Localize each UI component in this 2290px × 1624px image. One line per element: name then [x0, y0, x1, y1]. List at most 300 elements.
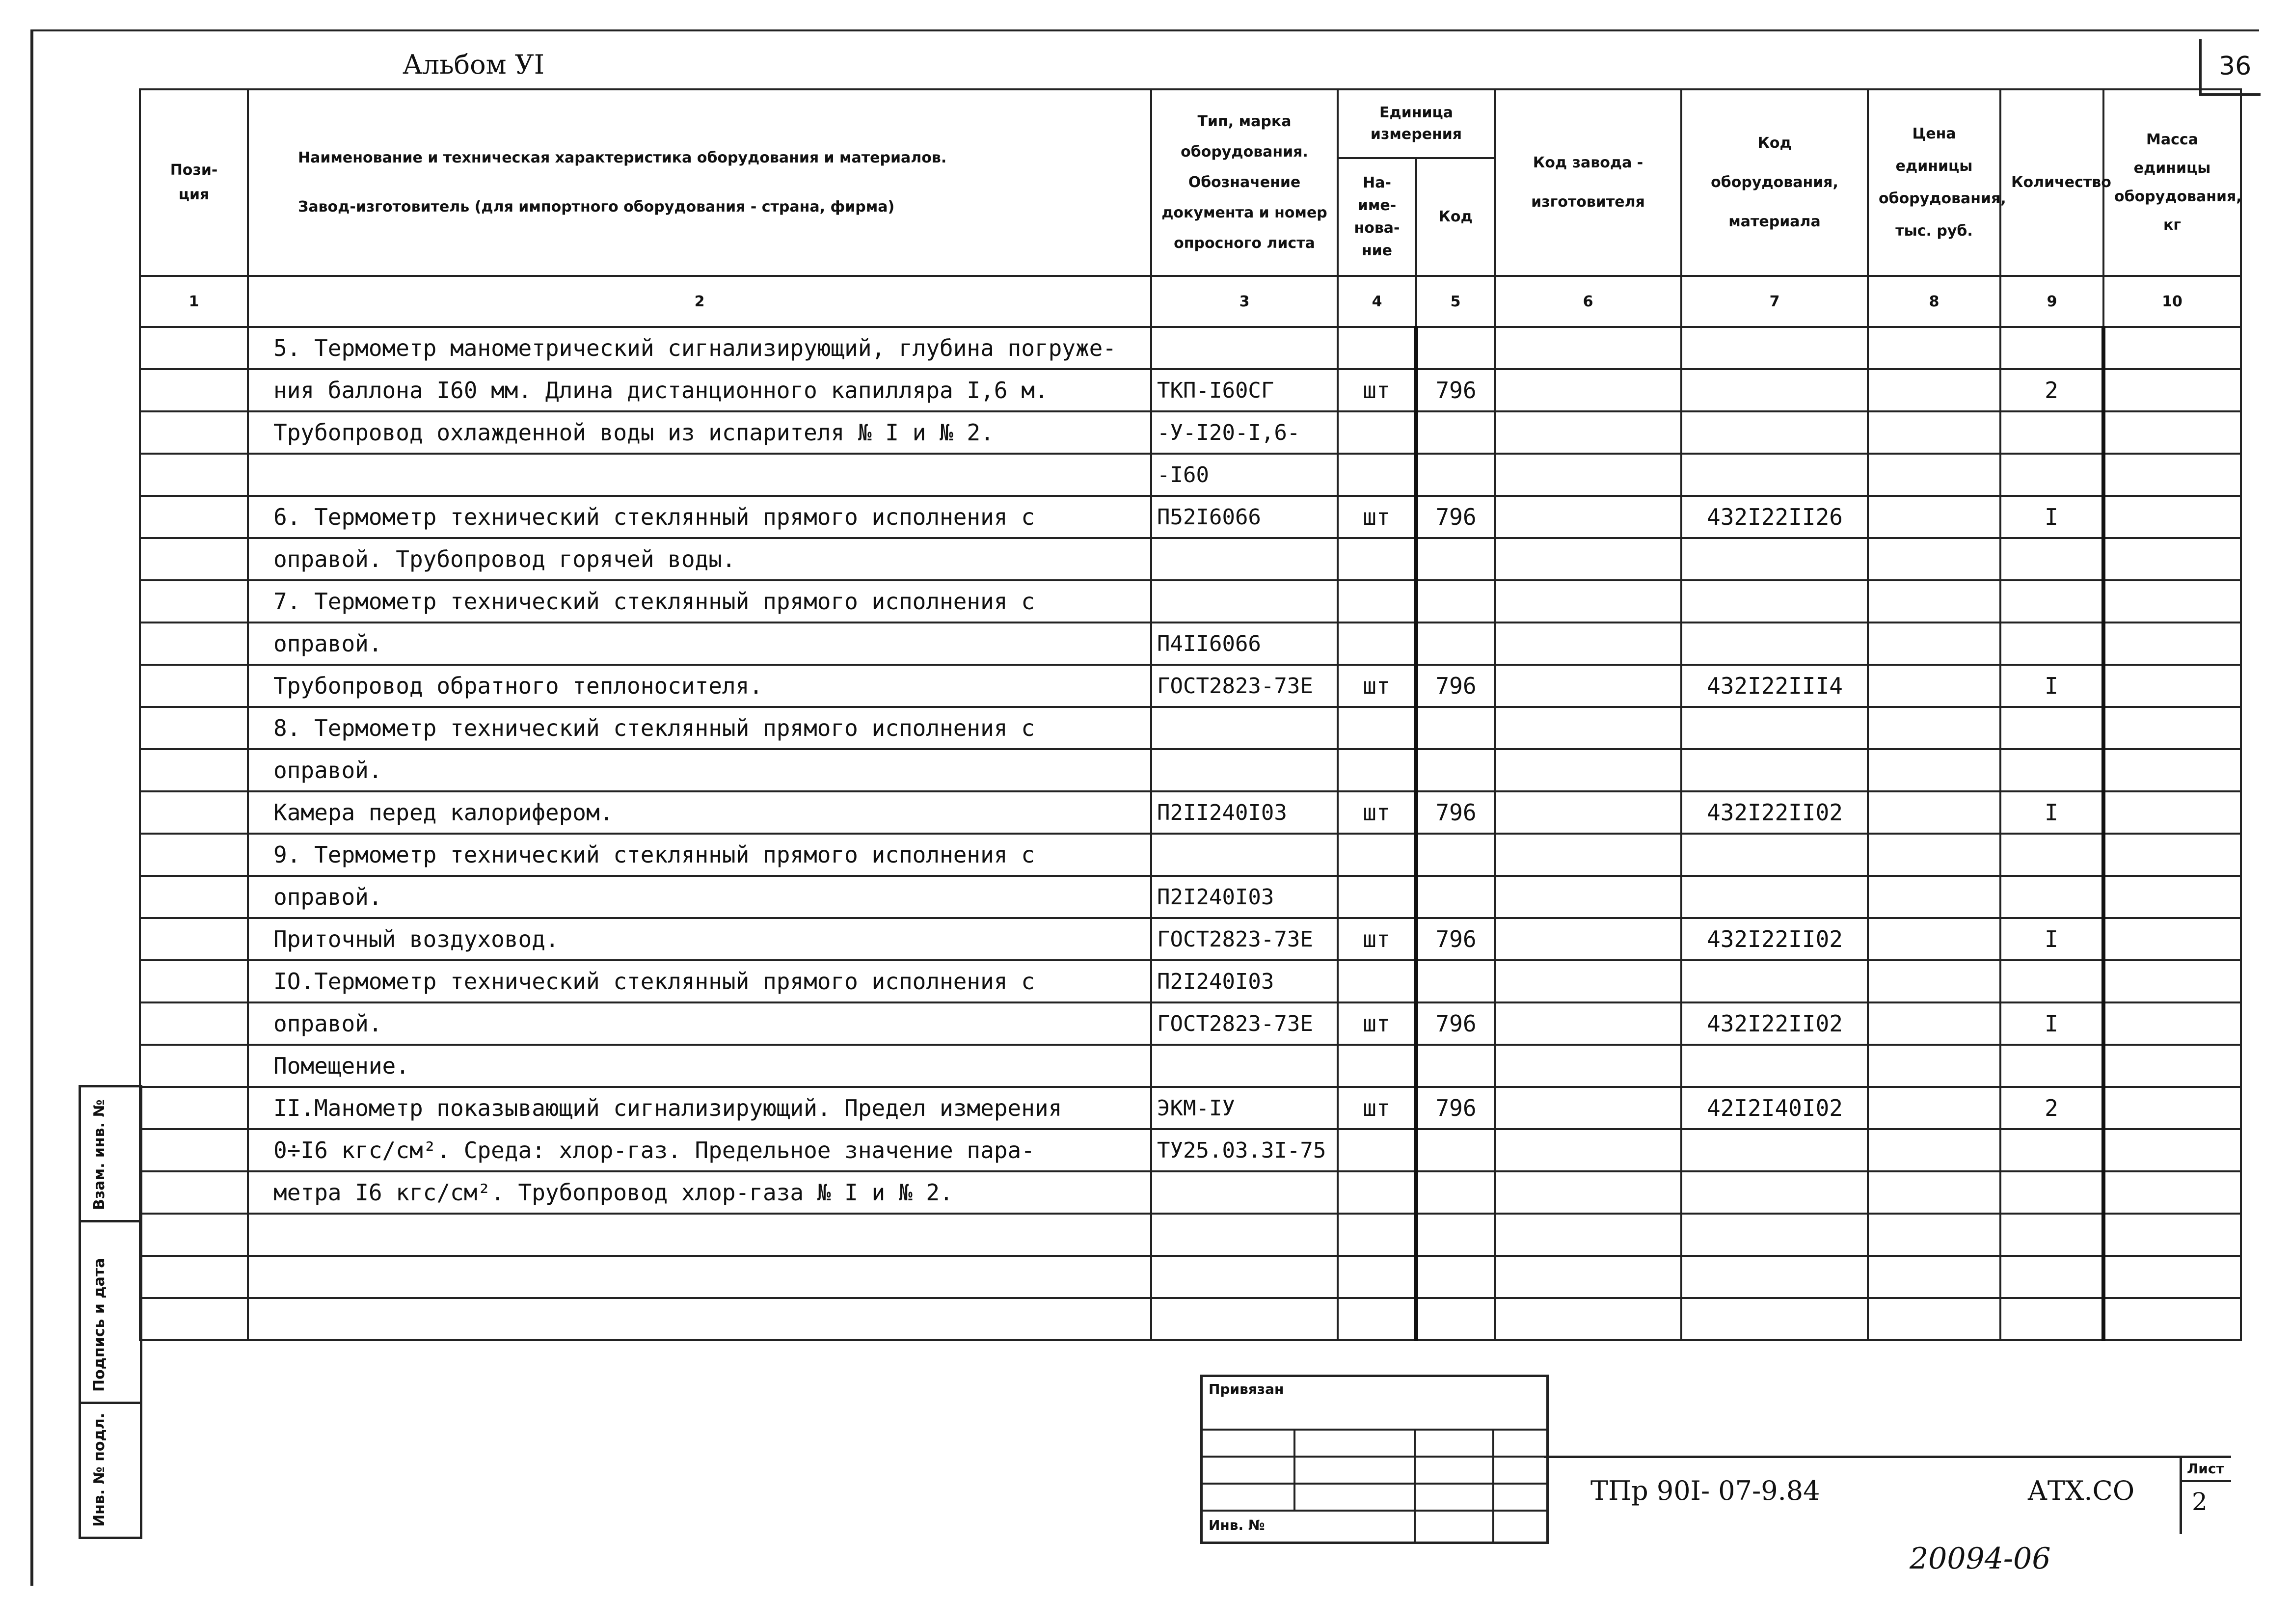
cell-c4: [1338, 327, 1416, 369]
cell-c9: [2000, 834, 2103, 876]
cell-c1: [140, 707, 248, 749]
cell-c9: I: [2000, 665, 2103, 707]
header-type: Тип, марка оборудования. Обозначение документа и номер опросного листа: [1151, 89, 1338, 276]
cell-c9: I: [2000, 1002, 2103, 1045]
cell-c2: 9. Термометр технический стеклянный прямого исполнения с: [248, 834, 1151, 876]
cell-c3: [1151, 749, 1338, 791]
cell-c7: [1681, 1045, 1868, 1087]
cell-c7: [1681, 580, 1868, 623]
cell-c6: [1495, 623, 1681, 665]
table-row: [140, 454, 2241, 496]
cell-c1: [140, 1002, 248, 1045]
cell-c5: 796: [1416, 496, 1495, 538]
cell-c4: шт: [1338, 791, 1416, 834]
cell-c6: [1495, 327, 1681, 369]
cell-c4: [1338, 876, 1416, 918]
cell-c3: [1151, 327, 1338, 369]
cell-c6: [1495, 1087, 1681, 1129]
cell-c8: [1868, 876, 2000, 918]
cell-c5: 796: [1416, 1087, 1495, 1129]
binding-stamp: [1200, 1375, 1549, 1544]
cell-c7: 42I2I40I02: [1681, 1087, 1868, 1129]
table-row: [140, 623, 2241, 665]
cell-c4: [1338, 1129, 1416, 1171]
header-quantity: Количество: [2000, 89, 2103, 276]
cell-c10: [2103, 960, 2241, 1002]
cell-c8: [1868, 327, 2000, 369]
column-number: 5: [1416, 276, 1495, 327]
cell-c1: [140, 623, 248, 665]
cell-c9: [2000, 580, 2103, 623]
table-row: [140, 411, 2241, 454]
cell-c4: [1338, 1298, 1416, 1340]
header-name-line1: Наименование и техническая характеристика оборудования и материалов.: [298, 149, 947, 166]
cell-c3: ТУ25.03.3I-75: [1151, 1129, 1338, 1171]
cell-c6: [1495, 960, 1681, 1002]
cell-c1: [140, 580, 248, 623]
column-number: 4: [1338, 276, 1416, 327]
cell-c9: [2000, 1171, 2103, 1214]
cell-c3: [1151, 707, 1338, 749]
cell-c10: [2103, 834, 2241, 876]
side-label: Подпись и дата: [91, 1258, 108, 1392]
table-row: [140, 1087, 2241, 1129]
cell-c10: [2103, 1298, 2241, 1340]
cell-c6: [1495, 1298, 1681, 1340]
table-row: [140, 1171, 2241, 1214]
cell-c6: [1495, 876, 1681, 918]
cell-c7: 432I22II26: [1681, 496, 1868, 538]
cell-c8: [1868, 580, 2000, 623]
cell-c2: [248, 1214, 1151, 1256]
cell-c3: П2II240I03: [1151, 791, 1338, 834]
table-body: [140, 327, 2241, 1340]
cell-c7: 432I22III4: [1681, 665, 1868, 707]
cell-c1: [140, 665, 248, 707]
document-code: АТХ.СО: [2027, 1475, 2135, 1506]
page-number: 36: [2219, 52, 2252, 81]
table-row: [140, 1129, 2241, 1171]
cell-c4: шт: [1338, 369, 1416, 411]
cell-c4: шт: [1338, 918, 1416, 960]
cell-c7: [1681, 749, 1868, 791]
cell-c1: [140, 1045, 248, 1087]
cell-c10: [2103, 1087, 2241, 1129]
cell-c8: [1868, 918, 2000, 960]
cell-c8: [1868, 623, 2000, 665]
cell-c10: [2103, 665, 2241, 707]
cell-c7: [1681, 707, 1868, 749]
stamp-line: [1203, 1429, 1546, 1431]
cell-c7: [1681, 1256, 1868, 1298]
cell-c6: [1495, 707, 1681, 749]
header-plant-code: Код завода - изготовителя: [1495, 89, 1681, 276]
cell-c5: 796: [1416, 1002, 1495, 1045]
cell-c1: [140, 1087, 248, 1129]
cell-c3: [1151, 1256, 1338, 1298]
cell-c2: [248, 1298, 1151, 1340]
cell-c4: [1338, 623, 1416, 665]
cell-c10: [2103, 1002, 2241, 1045]
cell-c9: I: [2000, 496, 2103, 538]
cell-c10: [2103, 1045, 2241, 1087]
cell-c8: [1868, 496, 2000, 538]
cell-c2: ния баллона I60 мм. Длина дистанционного капилляра I,6 м.: [248, 369, 1151, 411]
cell-c3: [1151, 1171, 1338, 1214]
cell-c2: IO.Термометр технический стеклянный прямого исполнения с: [248, 960, 1151, 1002]
cell-c2: Трубопровод обратного теплоносителя.: [248, 665, 1151, 707]
stamp-line: [1203, 1510, 1546, 1512]
cell-c1: [140, 749, 248, 791]
header-position: Пози- ция: [140, 89, 248, 276]
cell-c9: [2000, 749, 2103, 791]
cell-c3: -I60: [1151, 454, 1338, 496]
column-number: 3: [1151, 276, 1338, 327]
cell-c5: [1416, 1298, 1495, 1340]
cell-c3: П2I240I03: [1151, 960, 1338, 1002]
cell-c7: 432I22II02: [1681, 1002, 1868, 1045]
cell-c2: оправой.: [248, 876, 1151, 918]
column-number: 1: [140, 276, 248, 327]
column-number: 9: [2000, 276, 2103, 327]
cell-c3: [1151, 1298, 1338, 1340]
header-price: Цена единицы оборудования, тыс. руб.: [1868, 89, 2000, 276]
cell-c9: 2: [2000, 1087, 2103, 1129]
sheet-label: Лист: [2187, 1461, 2224, 1477]
cell-c2: оправой.: [248, 749, 1151, 791]
cell-c8: [1868, 1171, 2000, 1214]
cell-c2: Приточный воздуховод.: [248, 918, 1151, 960]
cell-c5: [1416, 623, 1495, 665]
cell-c10: [2103, 327, 2241, 369]
header-unit-name: На-име-нова-ние: [1338, 158, 1416, 276]
header-equipment-code: Код оборудования, материала: [1681, 89, 1868, 276]
cell-c9: [2000, 454, 2103, 496]
cell-c3: ГОСТ2823-73Е: [1151, 918, 1338, 960]
cell-c5: [1416, 834, 1495, 876]
cell-c2: метра I6 кгс/см². Трубопровод хлор-газа № I и № 2.: [248, 1171, 1151, 1214]
cell-c9: [2000, 538, 2103, 580]
cell-c2: [248, 454, 1151, 496]
cell-c7: 432I22II02: [1681, 791, 1868, 834]
cell-c8: [1868, 454, 2000, 496]
table-row: [140, 580, 2241, 623]
cell-c10: [2103, 1129, 2241, 1171]
cell-c10: [2103, 580, 2241, 623]
header-name-line2: Завод-изготовитель (для импортного оборудования - страна, фирма): [298, 198, 895, 216]
cell-c4: [1338, 1045, 1416, 1087]
cell-c2: 0÷I6 кгс/см². Среда: хлор-газ. Предельное значение пара-: [248, 1129, 1151, 1171]
cell-c3: -У-I20-I,6-: [1151, 411, 1338, 454]
cell-c4: шт: [1338, 665, 1416, 707]
cell-c8: [1868, 369, 2000, 411]
cell-c3: [1151, 580, 1338, 623]
cell-c6: [1495, 580, 1681, 623]
cell-c7: [1681, 538, 1868, 580]
cell-c2: 5. Термометр манометрический сигнализирующий, глубина погруже-: [248, 327, 1151, 369]
cell-c9: [2000, 1256, 2103, 1298]
cell-c1: [140, 791, 248, 834]
table-row: [140, 960, 2241, 1002]
cell-c6: [1495, 454, 1681, 496]
cell-c8: [1868, 1214, 2000, 1256]
cell-c9: [2000, 1045, 2103, 1087]
header-unit-code: Код: [1416, 158, 1495, 276]
table-row: [140, 1045, 2241, 1087]
cell-c1: [140, 538, 248, 580]
cell-c10: [2103, 411, 2241, 454]
cell-c10: [2103, 876, 2241, 918]
cell-c9: [2000, 411, 2103, 454]
cell-c7: [1681, 623, 1868, 665]
document-number: ТПр 90I- 07-9.84: [1590, 1475, 1820, 1506]
cell-c3: П4II6066: [1151, 623, 1338, 665]
cell-c2: Трубопровод охлажденной воды из испарителя № I и № 2.: [248, 411, 1151, 454]
cell-c4: [1338, 834, 1416, 876]
stamp-line: [1414, 1429, 1416, 1542]
table-row: [140, 876, 2241, 918]
table-row: [140, 1002, 2241, 1045]
cell-c4: [1338, 454, 1416, 496]
cell-c9: [2000, 960, 2103, 1002]
cell-c3: ТКП-I60СГ: [1151, 369, 1338, 411]
cell-c1: [140, 327, 248, 369]
table-row: [140, 327, 2241, 369]
cell-c5: [1416, 1045, 1495, 1087]
cell-c1: [140, 1129, 248, 1171]
cell-c2: Камера перед калорифером.: [248, 791, 1151, 834]
cell-c6: [1495, 496, 1681, 538]
cell-c7: [1681, 1129, 1868, 1171]
cell-c6: [1495, 665, 1681, 707]
cell-c7: [1681, 411, 1868, 454]
cell-c7: [1681, 369, 1868, 411]
cell-c1: [140, 834, 248, 876]
cell-c9: [2000, 707, 2103, 749]
cell-c2: 8. Термометр технический стеклянный прямого исполнения с: [248, 707, 1151, 749]
cell-c10: [2103, 369, 2241, 411]
cell-c6: [1495, 1214, 1681, 1256]
cell-c4: [1338, 538, 1416, 580]
cell-c1: [140, 1298, 248, 1340]
cell-c5: [1416, 876, 1495, 918]
cell-c3: П52I6066: [1151, 496, 1338, 538]
side-stamp-sign-date: [79, 1220, 142, 1404]
cell-c3: [1151, 1045, 1338, 1087]
cell-c5: [1416, 1214, 1495, 1256]
cell-c8: [1868, 1087, 2000, 1129]
cell-c6: [1495, 918, 1681, 960]
cell-c3: [1151, 538, 1338, 580]
stamp-inv-label: Инв. №: [1209, 1517, 1265, 1533]
cell-c4: [1338, 580, 1416, 623]
cell-c4: [1338, 1214, 1416, 1256]
cell-c10: [2103, 918, 2241, 960]
cell-c2: [248, 1256, 1151, 1298]
cell-c8: [1868, 665, 2000, 707]
cell-c9: I: [2000, 918, 2103, 960]
sheet-box: [2180, 1458, 2231, 1534]
side-stamp-inv-orig: [79, 1402, 142, 1539]
table-row: [140, 834, 2241, 876]
cell-c9: [2000, 876, 2103, 918]
column-number: 6: [1495, 276, 1681, 327]
cell-c3: ГОСТ2823-73Е: [1151, 1002, 1338, 1045]
column-number: 2: [248, 276, 1151, 327]
cell-c10: [2103, 1171, 2241, 1214]
cell-c5: [1416, 960, 1495, 1002]
cell-c7: [1681, 1171, 1868, 1214]
cell-c8: [1868, 411, 2000, 454]
stamp-bound-label: Привязан: [1209, 1381, 1284, 1397]
cell-c10: [2103, 496, 2241, 538]
stamp-line: [1492, 1429, 1494, 1542]
cell-c4: [1338, 411, 1416, 454]
frame-left-border: [30, 29, 33, 1586]
cell-c5: [1416, 411, 1495, 454]
cell-c3: [1151, 834, 1338, 876]
cell-c2: Помещение.: [248, 1045, 1151, 1087]
cell-c2: II.Манометр показывающий сигнализирующий. Предел измерения: [248, 1087, 1151, 1129]
cell-c6: [1495, 1256, 1681, 1298]
cell-c6: [1495, 834, 1681, 876]
cell-c2: 6. Термометр технический стеклянный прямого исполнения с: [248, 496, 1151, 538]
cell-c3: ГОСТ2823-73Е: [1151, 665, 1338, 707]
cell-c8: [1868, 960, 2000, 1002]
cell-c5: [1416, 580, 1495, 623]
cell-c6: [1495, 1129, 1681, 1171]
table-row: [140, 707, 2241, 749]
header-mass: Масса единицы оборудования, кг: [2103, 89, 2241, 276]
table-row: [140, 369, 2241, 411]
cell-c1: [140, 411, 248, 454]
cell-c3: [1151, 1214, 1338, 1256]
cell-c5: 796: [1416, 791, 1495, 834]
cell-c8: [1868, 834, 2000, 876]
cell-c1: [140, 960, 248, 1002]
cell-c5: [1416, 327, 1495, 369]
cell-c9: [2000, 623, 2103, 665]
cell-c3: П2I240I03: [1151, 876, 1338, 918]
cell-c6: [1495, 538, 1681, 580]
table-row: [140, 665, 2241, 707]
cell-c3: ЭКМ-IУ: [1151, 1087, 1338, 1129]
table-row: [140, 538, 2241, 580]
specification-table: [139, 88, 2242, 1341]
sheet-number: 2: [2192, 1488, 2208, 1516]
stamp-line: [1203, 1456, 1546, 1458]
cell-c10: [2103, 454, 2241, 496]
cell-c7: 432I22II02: [1681, 918, 1868, 960]
cell-c8: [1868, 538, 2000, 580]
cell-c8: [1868, 707, 2000, 749]
side-label: Взам. инв. №: [91, 1099, 108, 1210]
cell-c5: 796: [1416, 369, 1495, 411]
table-row: [140, 749, 2241, 791]
cell-c2: оправой.: [248, 1002, 1151, 1045]
cell-c10: [2103, 749, 2241, 791]
cell-c4: [1338, 960, 1416, 1002]
cell-c7: [1681, 1214, 1868, 1256]
cell-c9: [2000, 1129, 2103, 1171]
cell-c8: [1868, 1298, 2000, 1340]
cell-c7: [1681, 454, 1868, 496]
header-unit-group: Единица измерения: [1338, 89, 1495, 158]
cell-c4: шт: [1338, 496, 1416, 538]
cell-c4: [1338, 1171, 1416, 1214]
cell-c9: [2000, 1298, 2103, 1340]
cell-c5: [1416, 1171, 1495, 1214]
cell-c8: [1868, 749, 2000, 791]
table-row: [140, 791, 2241, 834]
column-number: 8: [1868, 276, 2000, 327]
cell-c6: [1495, 749, 1681, 791]
cell-c5: 796: [1416, 918, 1495, 960]
cell-c7: [1681, 1298, 1868, 1340]
handwritten-note: 20094-06: [1910, 1542, 2051, 1576]
cell-c9: [2000, 1214, 2103, 1256]
cell-c9: 2: [2000, 369, 2103, 411]
cell-c1: [140, 496, 248, 538]
cell-c5: 796: [1416, 665, 1495, 707]
side-stamp-replace-inv: [79, 1085, 142, 1222]
cell-c4: [1338, 1256, 1416, 1298]
cell-c1: [140, 876, 248, 918]
cell-c8: [1868, 1256, 2000, 1298]
cell-c7: [1681, 834, 1868, 876]
cell-c6: [1495, 1045, 1681, 1087]
cell-c1: [140, 454, 248, 496]
cell-c10: [2103, 707, 2241, 749]
side-label: Инв. № подл.: [91, 1412, 108, 1527]
table-row: [140, 496, 2241, 538]
frame-top-border: [30, 29, 2259, 31]
cell-c6: [1495, 369, 1681, 411]
cell-c8: [1868, 791, 2000, 834]
cell-c7: [1681, 327, 1868, 369]
column-number: 7: [1681, 276, 1868, 327]
table-row: [140, 1298, 2241, 1340]
header-name: [248, 89, 1151, 276]
album-title: Альбом УI: [403, 49, 545, 80]
stamp-line: [1203, 1483, 1546, 1485]
stamp-line: [1293, 1429, 1295, 1510]
cell-c6: [1495, 411, 1681, 454]
cell-c4: [1338, 749, 1416, 791]
cell-c4: шт: [1338, 1002, 1416, 1045]
cell-c8: [1868, 1002, 2000, 1045]
cell-c6: [1495, 1171, 1681, 1214]
cell-c10: [2103, 1256, 2241, 1298]
table-row: [140, 918, 2241, 960]
cell-c5: [1416, 707, 1495, 749]
cell-c1: [140, 1214, 248, 1256]
cell-c6: [1495, 1002, 1681, 1045]
cell-c7: [1681, 960, 1868, 1002]
cell-c5: [1416, 454, 1495, 496]
cell-c1: [140, 1171, 248, 1214]
cell-c10: [2103, 791, 2241, 834]
cell-c6: [1495, 791, 1681, 834]
sheet-divider: [2182, 1480, 2231, 1482]
cell-c2: оправой.: [248, 623, 1151, 665]
cell-c8: [1868, 1045, 2000, 1087]
cell-c1: [140, 369, 248, 411]
cell-c1: [140, 918, 248, 960]
cell-c2: оправой. Трубопровод горячей воды.: [248, 538, 1151, 580]
cell-c9: I: [2000, 791, 2103, 834]
cell-c7: [1681, 876, 1868, 918]
